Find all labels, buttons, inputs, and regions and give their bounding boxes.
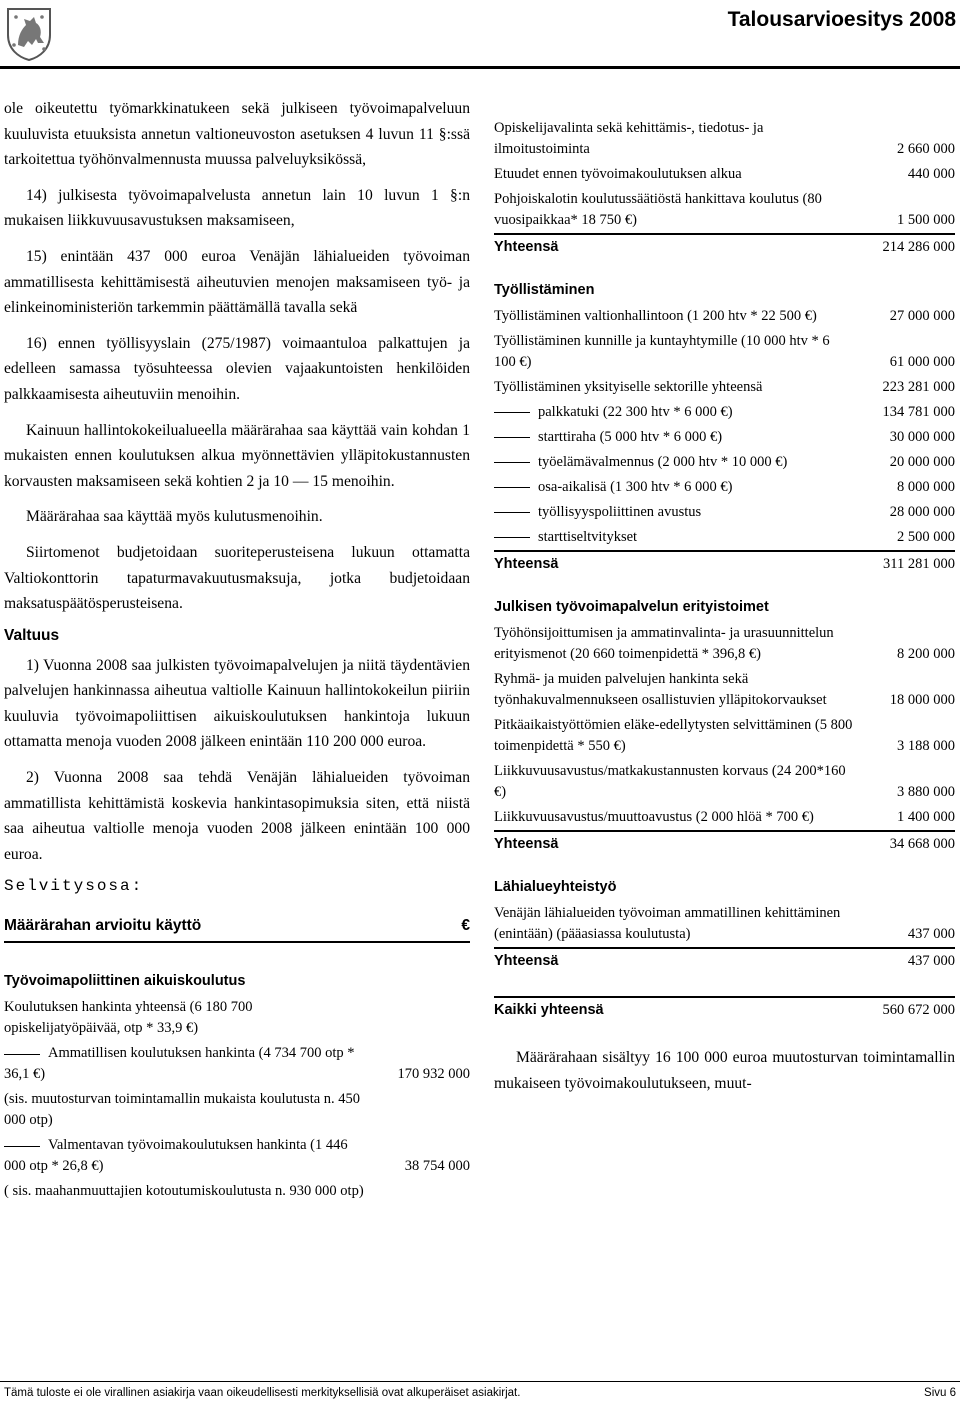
row-amount: 2 500 000 <box>897 529 955 545</box>
row-amount: 18 000 000 <box>889 692 955 708</box>
paragraph: ole oikeutettu työmarkkinatukeen sekä julkiseen työvoimapalveluun kuuluvista etuuksista annetun valtioneuvoston asetuksen 4 luvun 11 §:ssä tarkoitettua työhönvalmennusta muussa palveluyksikössä, <box>4 100 470 169</box>
document-title: Talousarvioesitys 2008 <box>727 8 956 31</box>
table-row <box>494 475 955 500</box>
row-amount: 8 000 000 <box>897 479 955 495</box>
table-row <box>4 1179 470 1204</box>
table-row <box>494 525 955 550</box>
row-label: Työllistäminen kunnille ja kuntayhtymille (10 000 htv * 6 100 €) <box>494 333 830 370</box>
table-row <box>494 329 955 375</box>
paragraph: Määrärahaa saa käyttää myös kulutusmenoihin. <box>26 508 323 526</box>
total-label: Yhteensä <box>494 836 559 852</box>
right-column <box>494 116 955 1106</box>
paragraph: 14) julkisesta työvoimapalvelusta annetun lain 10 luvun 1 §:n mukaisen liikkuvuusavustuksen maksamiseen, <box>4 186 470 230</box>
paragraph: Siirtomenot budjetoidaan suoriteperusteisena lukuun ottamatta Valtiokonttorin tapaturmavakuutusmaksuja, jotka budjetoidaan maksatuspäätösperusteisena. <box>4 543 470 613</box>
table-row <box>494 759 955 805</box>
dash-marker <box>494 512 530 513</box>
row-label: Liikkuvuusavustus/muuttoavustus (2 000 hlöä * 700 €) <box>494 809 814 825</box>
total-label: Yhteensä <box>494 556 559 572</box>
left-column <box>4 96 470 1204</box>
total-amount: 34 668 000 <box>889 836 955 852</box>
row-amount: 61 000 000 <box>889 354 955 370</box>
row-label: Ammatillisen koulutuksen hankinta (4 734 700 otp * 36,1 €) <box>4 1045 355 1083</box>
row-amount: 1 400 000 <box>897 809 955 825</box>
table-row <box>4 1133 470 1179</box>
page-footer <box>4 1387 956 1399</box>
coat-of-arms-lion-icon <box>4 5 54 61</box>
section-heading: Lähialueyhteistyö <box>494 879 617 895</box>
row-label: Koulutuksen hankinta yhteensä (6 180 700 opiskelijatyöpäivää, otp * 33,9 €) <box>4 999 253 1037</box>
dash-marker <box>494 537 530 538</box>
row-label: työllisyyspoliittinen avustus <box>538 504 702 520</box>
section-heading: Julkisen työvoimapalvelun erityistoimet <box>494 599 769 615</box>
row-amount: 20 000 000 <box>889 454 955 470</box>
table-row <box>494 187 955 233</box>
row-label: Pohjoiskalotin koulutussäätiöstä hankittava koulutus (80 vuosipaikkaa* 18 750 €) <box>494 191 822 228</box>
table-row <box>494 805 955 830</box>
row-amount: 170 932 000 <box>397 1066 470 1083</box>
dash-marker <box>4 1146 40 1147</box>
page-header <box>0 0 960 66</box>
row-label: Liikkuvuusavustus/matkakustannusten korvaus (24 200*160 €) <box>494 763 846 800</box>
row-label: Etuudet ennen työvoimakoulutuksen alkua <box>494 166 742 182</box>
table-row <box>494 116 955 162</box>
dash-marker <box>494 437 530 438</box>
table-row <box>4 1087 470 1133</box>
footer-disclaimer: Tämä tuloste ei ole virallinen asiakirja vaan oikeudellisesti merkityksellisiä ovat alkuperäiset asiakirjat. <box>4 1387 521 1399</box>
table-row <box>494 450 955 475</box>
row-label: työelämävalmennus (2 000 htv * 10 000 €) <box>538 454 788 470</box>
total-row <box>494 550 955 577</box>
row-label: Opiskelijavalinta sekä kehittämis-, tiedotus- ja ilmoitustoiminta <box>494 120 764 157</box>
row-label: osa-aikalisä (1 300 htv * 6 000 €) <box>538 479 733 495</box>
row-label: Pitkäaikaistyöttömien eläke-edellytysten selvittäminen (5 800 toimenpidettä * 550 €) <box>494 717 853 754</box>
row-amount: 440 000 <box>907 166 955 182</box>
row-amount: 1 500 000 <box>897 212 955 228</box>
row-amount: 3 880 000 <box>897 784 955 800</box>
row-amount: 8 200 000 <box>897 646 955 662</box>
row-label: starttiraha (5 000 htv * 6 000 €) <box>538 429 723 445</box>
row-amount: 27 000 000 <box>889 308 955 324</box>
row-label: Ryhmä- ja muiden palvelujen hankinta sekä työnhakuvalmennukseen osallistuvien ylläpitokorvaukset <box>494 671 827 708</box>
section-heading: Työllistäminen <box>494 282 595 298</box>
allocation-table-header <box>4 905 470 943</box>
row-label: Työhönsijoittumisen ja ammatinvalinta- ja urasuunnittelun erityismenot (20 660 toimenpidettä * 396,8 €) <box>494 625 834 662</box>
table-row <box>494 621 955 667</box>
closing-paragraph: Määrärahaan sisältyy 16 100 000 euroa muutosturvan toimintamallin mukaiseen työvoimakoulutukseen, muut- <box>494 1049 955 1092</box>
row-label: (sis. muutosturvan toimintamallin mukaista koulutusta n. 450 000 otp) <box>4 1091 361 1129</box>
grand-total-row <box>494 996 955 1023</box>
row-label: Työllistäminen valtionhallintoon (1 200 htv * 22 500 €) <box>494 308 817 324</box>
paragraph: Kainuun hallintokokeilualueella määrärahaa saa käyttää vain kohdan 1 mukaisten ennen koulutuksen alkua myönnettävien ylläpitokustannusten korvausten maksamiseen sekä kohtien 2 ja 10 — 15 menoihin. <box>4 421 470 490</box>
footer-divider <box>0 1381 960 1382</box>
total-label: Yhteensä <box>494 239 559 255</box>
table-row <box>494 400 955 425</box>
table-row <box>494 162 955 187</box>
total-amount: 214 286 000 <box>882 239 955 255</box>
header-divider <box>0 66 960 69</box>
table-unit: € <box>461 917 470 935</box>
table-row <box>494 901 955 947</box>
table-row <box>4 1041 470 1087</box>
total-amount: 437 000 <box>907 953 955 969</box>
paragraph: 2) Vuonna 2008 saa tehdä Venäjän lähialueiden työvoiman ammatillista kehittämistä koskevia hankintasopimuksia siten, että niistä saa aiheutua valtiolle menoja vuoden 2008 jälkeen enintään 100 000 euroa. <box>4 769 470 863</box>
dash-marker <box>494 412 530 413</box>
paragraph: 15) enintään 437 000 euroa Venäjän lähialueiden työvoiman ammatillisesta kehittämisestä aiheutuvien menojen maksamiseen työ- ja elinkeinoministeriön tarkemmin päättämällä tavalla sekä <box>4 247 470 317</box>
total-row <box>494 947 955 974</box>
row-amount: 134 781 000 <box>882 404 955 420</box>
row-label: Venäjän lähialueiden työvoiman ammatillinen kehittäminen (enintään) (pääasiassa koulutusta) <box>494 905 841 942</box>
row-amount: 3 188 000 <box>897 738 955 754</box>
dash-marker <box>494 487 530 488</box>
table-row <box>494 713 955 759</box>
row-amount: 437 000 <box>907 926 955 942</box>
total-row <box>494 233 955 260</box>
row-label: Valmentavan työvoimakoulutuksen hankinta (1 446 000 otp * 26,8 €) <box>4 1137 348 1175</box>
table-row <box>4 995 470 1041</box>
selvitysosa-heading: Selvitysosa: <box>4 877 144 896</box>
total-amount: 311 281 000 <box>883 556 955 572</box>
section-heading: Työvoimapoliittinen aikuiskoulutus <box>4 973 246 990</box>
table-row <box>494 304 955 329</box>
paragraph: 1) Vuonna 2008 saa julkisten työvoimapalvelujen ja niitä täydentävien palvelujen hankinnassa aiheutua valtiolle Kainuun hallintokokeilun piiriin kuuluvia työvoimapoliittisen aikuiskoulutuksen hankintoja lukuun ottamatta menoja vuoden 2008 jälkeen enintään 110 200 000 euroa. <box>4 656 470 751</box>
table-row <box>494 667 955 713</box>
grand-total-amount: 560 672 000 <box>882 1002 955 1018</box>
koulutus-section <box>4 973 470 1204</box>
row-label: palkkatuki (22 300 htv * 6 000 €) <box>538 404 733 420</box>
valtuus-heading: Valtuus <box>4 626 60 644</box>
grand-total-label: Kaikki yhteensä <box>494 1002 604 1018</box>
dash-marker <box>494 462 530 463</box>
row-amount: 2 660 000 <box>897 141 955 157</box>
total-label: Yhteensä <box>494 953 559 969</box>
row-amount: 38 754 000 <box>404 1158 470 1175</box>
row-amount: 30 000 000 <box>889 429 955 445</box>
table-title: Määrärahan arvioitu käyttö <box>4 917 202 935</box>
table-row <box>494 500 955 525</box>
paragraph: 16) ennen työllisyyslain (275/1987) voimaantuloa palkattujen ja edelleen samassa työsuhteessa olevien vajaakuntoisten henkilöiden palkkaamisesta aiheutuviin menoihin. <box>4 334 470 403</box>
row-label: starttiseltvitykset <box>538 529 638 545</box>
table-row <box>494 425 955 450</box>
row-amount: 28 000 000 <box>889 504 955 520</box>
row-label: Työllistäminen yksityiselle sektorille yhteensä <box>494 379 763 395</box>
dash-marker <box>4 1054 40 1055</box>
total-row <box>494 830 955 857</box>
table-row <box>494 375 955 400</box>
row-label: ( sis. maahanmuuttajien kotoutumiskoulutusta n. 930 000 otp) <box>4 1183 364 1200</box>
page-number: Sivu 6 <box>924 1387 956 1399</box>
row-amount: 223 281 000 <box>882 379 955 395</box>
